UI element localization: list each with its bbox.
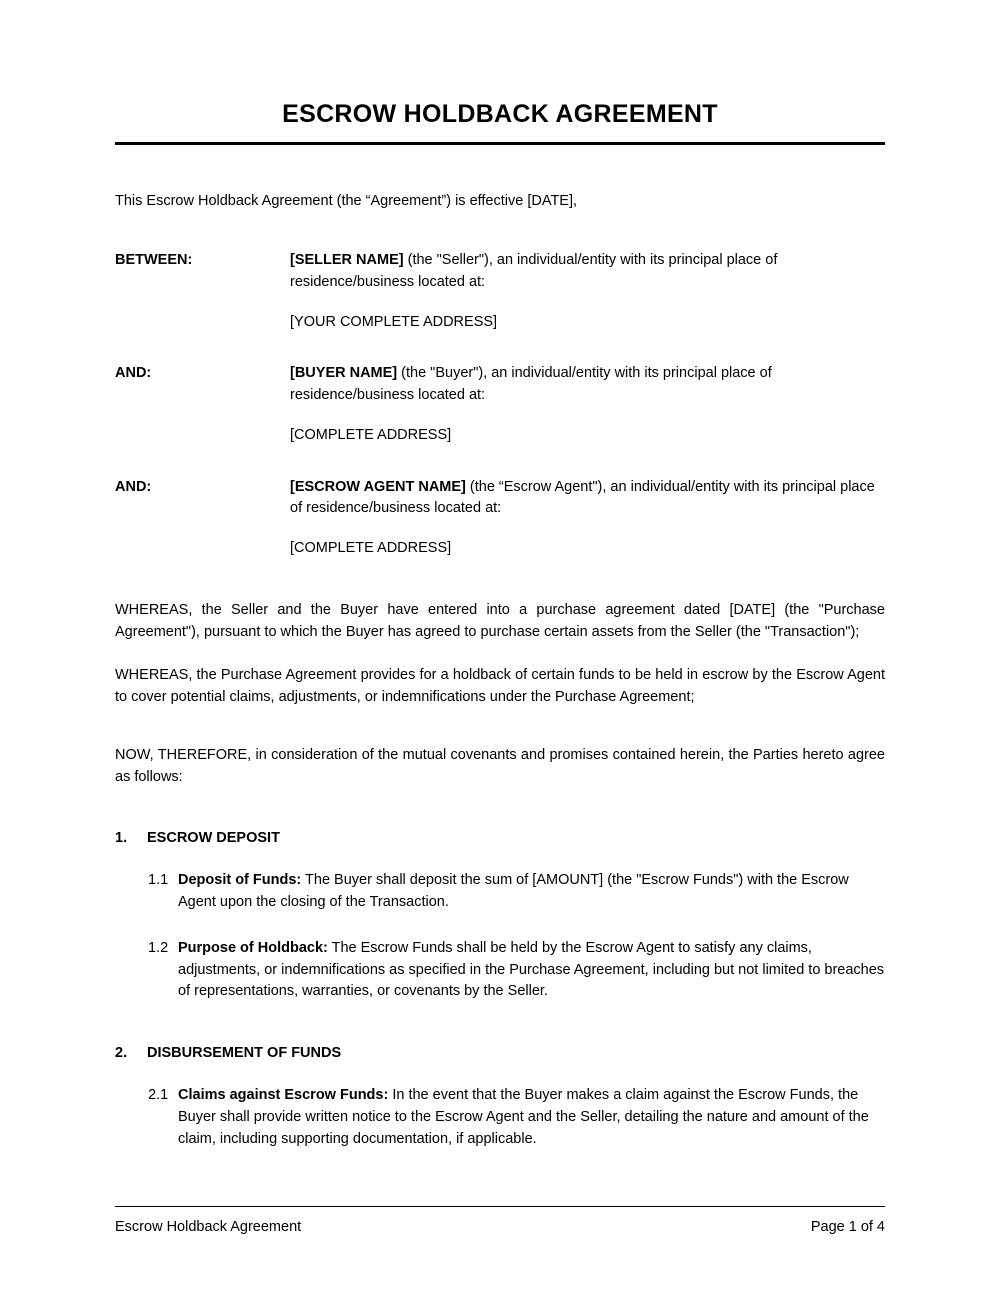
recital-2: WHEREAS, the Purchase Agreement provides for a holdback of certain funds to be held in escrow by the Escrow Agent to cover potential claims, adjustments, or indemnifications under the Purchase Agreement;: [115, 667, 885, 706]
party-block-escrow-agent: [115, 477, 885, 560]
party-details-buyer: [290, 363, 885, 446]
clause-lead-1-1: Deposit of Funds:: [178, 872, 302, 889]
clause-text-1-2: [178, 938, 885, 1003]
clause-lead-2-1: Claims against Escrow Funds:: [178, 1087, 389, 1104]
party-address-seller: [YOUR COMPLETE ADDRESS]: [290, 313, 498, 330]
party-description-escrow-agent: (the “Escrow Agent"), an individual/entity with its principal place of residence/business located at:: [290, 478, 875, 517]
clause-number-1-1: 1.1: [148, 872, 169, 889]
party-details-seller: [290, 250, 885, 333]
clause-lead-1-2: Purpose of Holdback:: [178, 939, 328, 956]
clause-text-1-1: [178, 870, 885, 914]
clause-body-2-1: In the event that the Buyer makes a claim against the Escrow Funds, the Buyer shall provide written notice to the Escrow Agent and the Seller, detailing the nature and amount of the claim, including supporting documentation, if applicable.: [178, 1087, 869, 1147]
party-description-buyer: (the "Buyer"), an individual/entity with its principal place of residence/business located at:: [290, 365, 772, 404]
clause-body-1-1: The Buyer shall deposit the sum of [AMOUNT] (the "Escrow Funds") with the Escrow Agent upon the closing of the Transaction.: [178, 872, 849, 911]
intro-paragraph: This Escrow Holdback Agreement (the “Agreement”) is effective [DATE],: [115, 193, 578, 209]
footer-page-number: Page 1 of 4: [810, 1219, 885, 1235]
clause-text-2-1: [178, 1085, 885, 1150]
party-description-seller: (the "Seller"), an individual/entity with its principal place of residence/business located at:: [290, 252, 778, 290]
section-title-2: DISBURSEMENT OF FUNDS: [147, 1045, 342, 1062]
section-heading-2: [115, 1045, 885, 1061]
section-heading-1: [115, 830, 885, 846]
section-title-1: ESCROW DEPOSIT: [147, 830, 280, 847]
party-address-escrow-agent: [COMPLETE ADDRESS]: [290, 540, 452, 557]
party-label-between: BETWEEN:: [115, 252, 193, 269]
footer-divider: [115, 1206, 885, 1207]
page-title: ESCROW HOLDBACK AGREEMENT: [282, 100, 718, 128]
footer-document-name: Escrow Holdback Agreement: [115, 1219, 302, 1235]
section-number-2: 2.: [115, 1045, 128, 1062]
clause-number-1-2: 1.2: [148, 939, 169, 956]
party-details-escrow-agent: [290, 477, 885, 560]
now-therefore-paragraph: NOW, THEREFORE, in consideration of the mutual covenants and promises contained herein, the Parties hereto agree as follows:: [115, 746, 885, 785]
clause-2-1: [115, 1085, 885, 1150]
clause-1-1: [115, 870, 885, 914]
party-name-buyer: [BUYER NAME]: [290, 365, 398, 382]
recital-1: WHEREAS, the Seller and the Buyer have entered into a purchase agreement dated [DATE] (the "Purchase Agreement"), pursuant to which the Buyer has agreed to purchase certain assets from the Seller (the "Transaction");: [115, 601, 885, 640]
party-name-escrow-agent: [ESCROW AGENT NAME]: [290, 478, 466, 495]
page-footer: [115, 1206, 885, 1235]
clause-body-1-2: The Escrow Funds shall be held by the Escrow Agent to satisfy any claims, adjustments, or indemnifications as specified in the Purchase Agreement, including but not limited to breaches of representations, warranties, or covenants by the Seller.: [178, 939, 885, 1000]
party-label-and-escrow-agent: AND:: [115, 478, 152, 495]
party-label-and-buyer: AND:: [115, 365, 152, 382]
section-number-1: 1.: [115, 830, 128, 847]
clause-number-2-1: 2.1: [148, 1087, 169, 1104]
title-divider: [115, 142, 885, 145]
party-block-seller: [115, 250, 885, 333]
party-block-buyer: [115, 363, 885, 446]
party-address-buyer: [COMPLETE ADDRESS]: [290, 426, 452, 443]
clause-1-2: [115, 938, 885, 1003]
party-name-seller: [SELLER NAME]: [290, 252, 404, 269]
